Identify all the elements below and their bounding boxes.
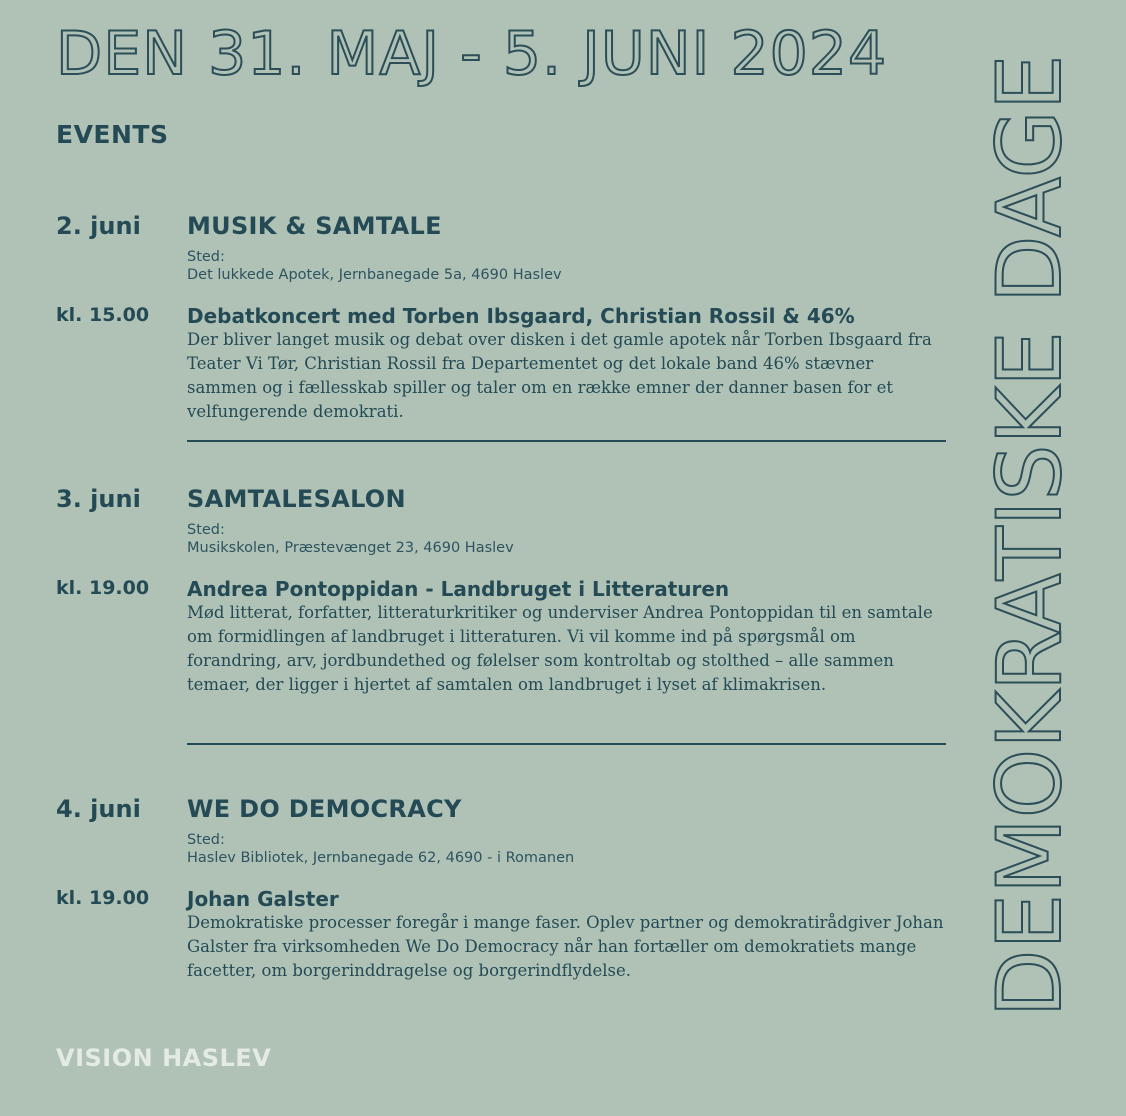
- event-subtitle: Johan Galster: [187, 887, 339, 911]
- divider: [187, 440, 946, 442]
- venue-label: Sted:: [187, 249, 225, 265]
- venue-label: Sted:: [187, 832, 225, 848]
- event-date: 2. juni: [56, 212, 141, 240]
- event-venue: [187, 831, 574, 867]
- event-description: Demokratiske processer foregår i mange faser. Oplev partner og demokratirådgiver Johan Galster fra virksomheden We Do Democracy når han fortæller om demokratiets mange facetter, om borgerinddragelse og borgerindflydelse.: [187, 913, 944, 980]
- event-time: kl. 15.00: [56, 304, 150, 326]
- venue-address: Haslev Bibliotek, Jernbanegade 62, 4690 - i Romanen: [187, 850, 575, 866]
- event-subtitle: Debatkoncert med Torben Ibsgaard, Christian Rossil & 46%: [187, 304, 855, 328]
- event-date: 4. juni: [56, 795, 141, 823]
- event-venue: [187, 521, 514, 557]
- footer-brand: VISION HASLEV: [56, 1044, 272, 1072]
- divider: [187, 743, 946, 745]
- event-subtitle: Andrea Pontoppidan - Landbruget i Litteraturen: [187, 577, 730, 601]
- event-date: 3. juni: [56, 485, 141, 513]
- event-venue: [187, 248, 562, 284]
- events-heading: EVENTS: [56, 120, 169, 149]
- event-title: SAMTALESALON: [187, 485, 406, 513]
- event-title: MUSIK & SAMTALE: [187, 212, 442, 240]
- side-title-container: [978, 18, 1081, 1054]
- side-title: DEMOKRATISKE DAGE: [978, 54, 1081, 1018]
- event-title: WE DO DEMOCRACY: [187, 795, 462, 823]
- venue-address: Det lukkede Apotek, Jernbanegade 5a, 4690 Haslev: [187, 267, 562, 283]
- venue-label: Sted:: [187, 522, 225, 538]
- venue-address: Musikskolen, Præstevænget 23, 4690 Haslev: [187, 540, 514, 556]
- event-time: kl. 19.00: [56, 887, 150, 909]
- event-description: Mød litterat, forfatter, litteraturkritiker og underviser Andrea Pontoppidan til en samtale om formidlingen af landbruget i litteraturen. Vi vil komme ind på spørgsmål om forandring, arv, jordbundethed og følelser som kontroltab og stolthed – alle sammen temaer, der ligger i hjertet af samtalen om landbruget i lyset af klimakrisen.: [187, 603, 933, 694]
- event-description: Der bliver langet musik og debat over disken i det gamle apotek når Torben Ibsgaard fra Teater Vi Tør, Christian Rossil fra Departementet og det lokale band 46% stævner sammen og i fællesskab spiller og taler om en række emner der danner basen for et velfungerende demokrati.: [187, 330, 932, 421]
- page-title: DEN 31. MAJ - 5. JUNI 2024: [56, 19, 888, 89]
- event-time: kl. 19.00: [56, 577, 150, 599]
